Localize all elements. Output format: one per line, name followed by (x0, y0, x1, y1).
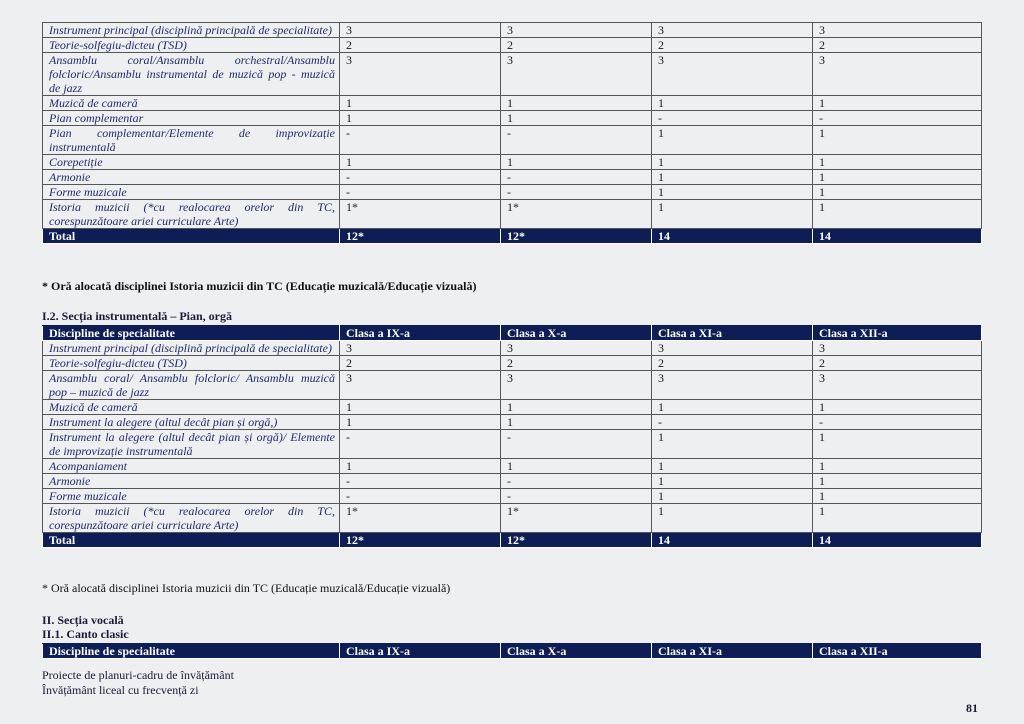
hours-cell: 1 (652, 489, 813, 504)
total-row (43, 229, 982, 244)
hours-cell: - (501, 489, 652, 504)
hours-cell: 1 (652, 155, 813, 170)
hours-cell: 3 (340, 371, 501, 400)
page-number: 81 (966, 701, 978, 715)
subject-cell: Teorie-solfegiu-dicteu (TSD) (43, 38, 340, 53)
hours-cell: 1 (340, 96, 501, 111)
hours-cell: 2 (813, 356, 982, 371)
hours-cell: 3 (813, 53, 982, 96)
column-header: Discipline de specialitate (43, 326, 340, 341)
table-row (43, 504, 982, 533)
subject-cell: Forme muzicale (43, 489, 340, 504)
hours-cell: 1 (652, 459, 813, 474)
hours-cell: 3 (340, 341, 501, 356)
table-instrumental-1 (42, 22, 982, 244)
hours-cell: - (652, 111, 813, 126)
table-row (43, 126, 982, 155)
hours-cell: 1* (340, 504, 501, 533)
footer-line-2: Învățământ liceal cu frecvență zi (42, 683, 199, 697)
total-label: Total (43, 533, 340, 548)
hours-cell: 3 (652, 371, 813, 400)
hours-cell: 1 (501, 111, 652, 126)
table-pian-orga (42, 325, 982, 548)
hours-cell: - (340, 489, 501, 504)
hours-cell: 3 (813, 341, 982, 356)
subject-cell: Istoria muzicii (*cu realocarea orelor din TC, corespunzătoare ariei curriculare Arte) (43, 504, 340, 533)
subject-cell: Forme muzicale (43, 185, 340, 200)
subject-cell: Teorie-solfegiu-dicteu (TSD) (43, 356, 340, 371)
subject-cell: Armonie (43, 170, 340, 185)
hours-cell: 3 (501, 53, 652, 96)
total-cell: 14 (652, 533, 813, 548)
hours-cell: 3 (501, 23, 652, 38)
table-row (43, 185, 982, 200)
hours-cell: 1 (652, 185, 813, 200)
total-row (43, 533, 982, 548)
table-row (43, 96, 982, 111)
hours-cell: 1 (652, 96, 813, 111)
hours-cell: - (340, 474, 501, 489)
table-row (43, 155, 982, 170)
hours-cell: 1 (501, 459, 652, 474)
hours-cell: 1 (340, 155, 501, 170)
column-header: Clasa a X-a (501, 326, 652, 341)
table-row (43, 341, 982, 356)
hours-cell: 1 (813, 459, 982, 474)
total-label: Total (43, 229, 340, 244)
hours-cell: 1 (813, 200, 982, 229)
hours-cell: 2 (813, 38, 982, 53)
hours-cell: 1 (813, 155, 982, 170)
table-row (43, 111, 982, 126)
hours-cell: 1 (813, 504, 982, 533)
hours-cell: 1 (813, 96, 982, 111)
table-row (43, 474, 982, 489)
hours-cell: - (813, 415, 982, 430)
hours-cell: 3 (340, 53, 501, 96)
hours-cell: 3 (340, 23, 501, 38)
subject-cell: Corepetiție (43, 155, 340, 170)
hours-cell: 1 (340, 400, 501, 415)
table-row (43, 430, 982, 459)
hours-cell: 1 (652, 200, 813, 229)
hours-cell: 1 (340, 111, 501, 126)
hours-cell: 1 (813, 185, 982, 200)
hours-cell: 2 (340, 356, 501, 371)
hours-cell: - (501, 430, 652, 459)
table2-footnote: * Oră alocată disciplinei Istoria muzicii din TC (Educație muzicală/Educație vizuală) (42, 581, 451, 595)
column-header: Clasa a IX-a (340, 644, 501, 659)
hours-cell: 1 (652, 430, 813, 459)
table-canto-clasic (42, 643, 982, 659)
hours-cell: 1 (501, 400, 652, 415)
hours-cell: 1 (652, 400, 813, 415)
subject-cell: Muzică de cameră (43, 96, 340, 111)
subject-cell: Instrument principal (disciplină principală de specialitate) (43, 341, 340, 356)
table-row (43, 170, 982, 185)
subject-cell: Instrument la alegere (altul decât pian și orgă,) (43, 415, 340, 430)
hours-cell: 3 (652, 23, 813, 38)
subject-cell: Instrument principal (disciplină principală de specialitate) (43, 23, 340, 38)
hours-cell: 1 (501, 415, 652, 430)
hours-cell: 2 (501, 356, 652, 371)
column-header: Clasa a XII-a (813, 326, 982, 341)
column-header: Clasa a X-a (501, 644, 652, 659)
table-row (43, 200, 982, 229)
hours-cell: 1 (652, 126, 813, 155)
subject-cell: Muzică de cameră (43, 400, 340, 415)
hours-cell: 1 (501, 96, 652, 111)
hours-cell: 1 (340, 459, 501, 474)
table-header-row (43, 326, 982, 341)
hours-cell: 1* (340, 200, 501, 229)
hours-cell: 3 (501, 341, 652, 356)
hours-cell: 2 (652, 38, 813, 53)
footer-line-1: Proiecte de planuri-cadru de învățământ (42, 668, 234, 682)
total-cell: 12* (501, 533, 652, 548)
column-header: Clasa a XI-a (652, 326, 813, 341)
total-cell: 14 (652, 229, 813, 244)
table-row (43, 23, 982, 38)
subject-cell: Pian complementar (43, 111, 340, 126)
hours-cell: 2 (652, 356, 813, 371)
hours-cell: - (340, 126, 501, 155)
table-row (43, 415, 982, 430)
subject-cell: Armonie (43, 474, 340, 489)
hours-cell: 3 (652, 53, 813, 96)
hours-cell: 3 (813, 371, 982, 400)
hours-cell: 3 (652, 341, 813, 356)
section-title-canto-clasic: II.1. Canto clasic (42, 627, 129, 641)
hours-cell: 1 (813, 430, 982, 459)
column-header: Clasa a XII-a (813, 644, 982, 659)
column-header: Clasa a XI-a (652, 644, 813, 659)
total-cell: 14 (813, 533, 982, 548)
table-row (43, 53, 982, 96)
hours-cell: - (501, 126, 652, 155)
hours-cell: 1 (813, 474, 982, 489)
hours-cell: - (501, 474, 652, 489)
section-title-pian-orga: I.2. Secția instrumentală – Pian, orgă (42, 309, 232, 323)
subject-cell: Ansamblu coral/Ansamblu orchestral/Ansamblu folcloric/Ansamblu instrumental de muzică pop - muzică de jazz (43, 53, 340, 96)
hours-cell: - (652, 415, 813, 430)
hours-cell: 3 (501, 371, 652, 400)
hours-cell: 1 (813, 170, 982, 185)
hours-cell: 3 (813, 23, 982, 38)
section-title-vocala: II. Secția vocală (42, 613, 124, 627)
total-cell: 12* (340, 229, 501, 244)
table-row (43, 356, 982, 371)
table-row (43, 371, 982, 400)
hours-cell: 1 (652, 474, 813, 489)
hours-cell: 1 (813, 489, 982, 504)
column-header: Clasa a IX-a (340, 326, 501, 341)
table1-footnote: * Oră alocată disciplinei Istoria muzicii din TC (Educație muzicală/Educație vizuală) (42, 279, 477, 293)
hours-cell: - (501, 185, 652, 200)
hours-cell: - (340, 170, 501, 185)
hours-cell: - (340, 185, 501, 200)
hours-cell: 1 (813, 126, 982, 155)
subject-cell: Acompaniament (43, 459, 340, 474)
subject-cell: Istoria muzicii (*cu realocarea orelor din TC, corespunzătoare ariei curriculare Arte) (43, 200, 340, 229)
hours-cell: 1 (652, 170, 813, 185)
subject-cell: Instrument la alegere (altul decât pian și orgă)/ Elemente de improvizație instrumentală (43, 430, 340, 459)
hours-cell: 2 (501, 38, 652, 53)
total-cell: 12* (340, 533, 501, 548)
subject-cell: Pian complementar/Elemente de improvizație instrumentală (43, 126, 340, 155)
hours-cell: - (501, 170, 652, 185)
hours-cell: 1 (813, 400, 982, 415)
table-row (43, 400, 982, 415)
hours-cell: 2 (340, 38, 501, 53)
hours-cell: - (340, 430, 501, 459)
total-cell: 14 (813, 229, 982, 244)
footer (42, 668, 234, 698)
table-row (43, 459, 982, 474)
subject-cell: Ansamblu coral/ Ansamblu folcloric/ Ansamblu muzică pop – muzică de jazz (43, 371, 340, 400)
hours-cell: 1* (501, 200, 652, 229)
hours-cell: - (813, 111, 982, 126)
hours-cell: 1* (501, 504, 652, 533)
column-header: Discipline de specialitate (43, 644, 340, 659)
hours-cell: 1 (652, 504, 813, 533)
total-cell: 12* (501, 229, 652, 244)
hours-cell: 1 (340, 415, 501, 430)
table-row (43, 38, 982, 53)
hours-cell: 1 (501, 155, 652, 170)
table-header-row (43, 644, 982, 659)
table-row (43, 489, 982, 504)
